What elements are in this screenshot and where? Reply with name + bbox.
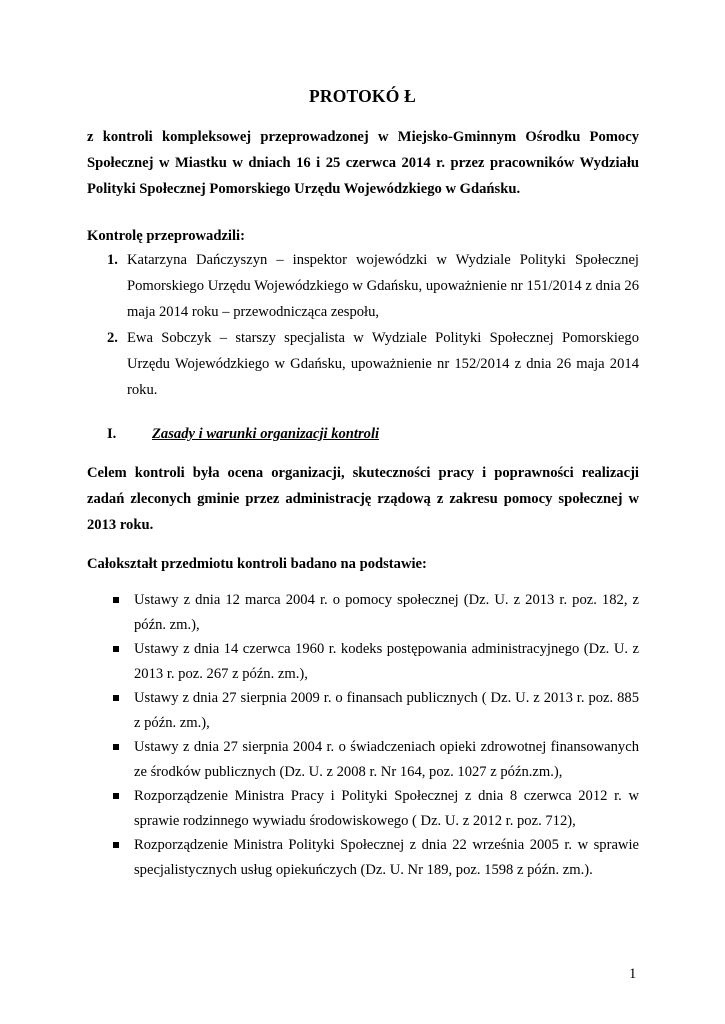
controller-number: 1.	[107, 252, 118, 268]
page-number: 1	[629, 966, 637, 982]
list-item-text: Rozporządzenie Ministra Pracy i Polityki Społecznej z dnia 8 czerwca 2012 r. w sprawie rodzinnego wywiadu środowiskowego ( Dz. U. z 2012 r. poz. 712),	[134, 788, 639, 829]
bullet-icon	[113, 597, 119, 603]
controllers-heading: Kontrolę przeprowadzili:	[87, 228, 245, 244]
list-item	[87, 735, 639, 784]
controller-text: Katarzyna Dańczyszyn – inspektor wojewódzki w Wydziale Polityki Społecznej Pomorskiego Urzędu Wojewódzkiego w Gdańsku, upoważnienie nr 151/2014 z dnia 26 maja 2014 roku – przewodnicząca zespołu,	[127, 252, 639, 320]
list-item	[87, 686, 639, 735]
list-item	[87, 637, 639, 686]
document-title: PROTOKÓ Ł	[309, 86, 416, 106]
aim-paragraph: Celem kontroli była ocena organizacji, skuteczności pracy i poprawności realizacji zadań zleconych gminie przez administrację rządową z zakresu pomocy społecznej w 2013 roku.	[87, 465, 639, 533]
intro-paragraph: z kontroli kompleksowej przeprowadzonej w Miejsko-Gminnym Ośrodku Pomocy Społecznej w Miastku w dniach 16 i 25 czerwca 2014 r. przez pracowników Wydziału Polityki Społecznej Pomorskiego Urzędu Wojewódzkiego w Gdańsku.	[87, 129, 639, 197]
list-item-text: Ustawy z dnia 27 sierpnia 2004 r. o świadczeniach opieki zdrowotnej finansowanych ze środków publicznych (Dz. U. z 2008 r. Nr 164, poz. 1027 z późn.zm.),	[134, 739, 639, 780]
controller-text: Ewa Sobczyk – starszy specjalista w Wydziale Polityki Społecznej Pomorskiego Urzędu Wojewódzkiego w Gdańsku, upoważnienie nr 152/2014 z dnia 26 maja 2014 roku.	[127, 330, 639, 398]
list-item-text: Ustawy z dnia 12 marca 2004 r. o pomocy społecznej (Dz. U. z 2013 r. poz. 182, z późn. zm.),	[134, 592, 639, 633]
controller-number: 2.	[107, 330, 118, 346]
list-item	[87, 833, 639, 882]
controller-item	[87, 247, 639, 325]
bullet-icon	[113, 793, 119, 799]
basis-heading: Całokształt przedmiotu kontroli badano na podstawie:	[87, 556, 427, 572]
section-title: Zasady i warunki organizacji kontroli	[152, 426, 380, 442]
controllers-list	[87, 247, 639, 403]
controller-item	[87, 325, 639, 403]
section-number: I.	[107, 426, 117, 442]
bullet-icon	[113, 744, 119, 750]
list-item	[87, 588, 639, 637]
bullet-icon	[113, 695, 119, 701]
bullet-icon	[113, 646, 119, 652]
section-heading	[107, 426, 379, 443]
list-item	[87, 784, 639, 833]
list-item-text: Rozporządzenie Ministra Polityki Społecznej z dnia 22 września 2005 r. w sprawie specjalistycznych usług opiekuńczych (Dz. U. Nr 189, poz. 1598 z późn. zm.).	[134, 837, 639, 878]
list-item-text: Ustawy z dnia 27 sierpnia 2009 r. o finansach publicznych ( Dz. U. z 2013 r. poz. 885 z późn. zm.),	[134, 690, 639, 731]
basis-list	[87, 588, 639, 882]
list-item-text: Ustawy z dnia 14 czerwca 1960 r. kodeks postępowania administracyjnego (Dz. U. z 2013 r. poz. 267 z późn. zm.),	[134, 641, 639, 682]
bullet-icon	[113, 842, 119, 848]
